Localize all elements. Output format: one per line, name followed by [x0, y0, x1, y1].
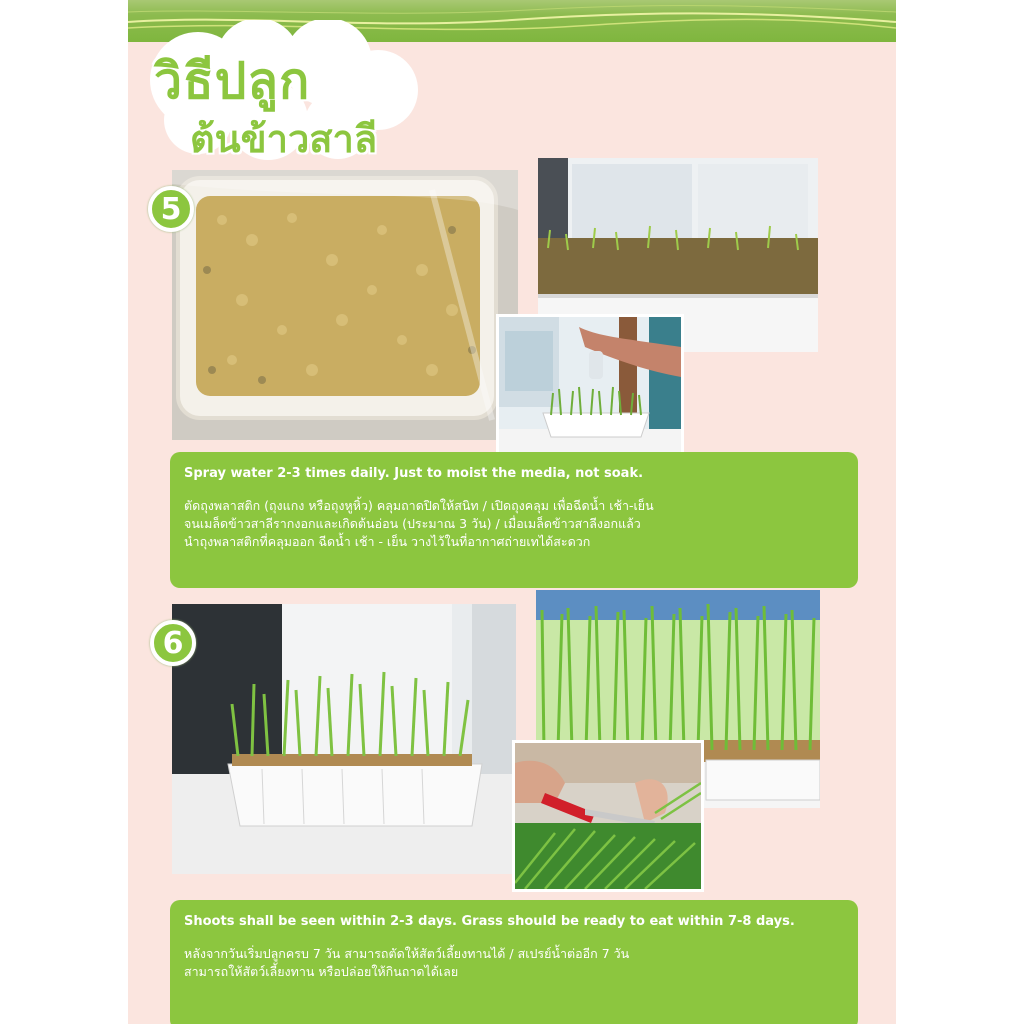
step-6-thai-line-1: หลังจากวันเริ่มปลูกครบ 7 วัน สามารถตัดให้สัตว์เลี้ยงทานได้ / สเปรย์น้ำต่ออีก 7 วัน [184, 946, 630, 961]
instruction-page [128, 0, 896, 1024]
step-5-badge: 5 [148, 186, 194, 232]
step-5-thai-line-2: จนเมล็ดข้าวสาลีรากงอกและเกิดต้นอ่อน (ประมาณ 3 วัน) / เมื่อเมล็ดข้าวสาลีงอกแล้ว [184, 516, 641, 531]
step-6-english-text: Shoots shall be seen within 2-3 days. Grass should be ready to eat within 7-8 days. [184, 914, 795, 929]
step-5-instructions [170, 452, 858, 588]
step-6-badge: 6 [150, 620, 196, 666]
grown-grass-tray-photo [172, 604, 516, 874]
cutting-grass-photo [512, 740, 704, 892]
spraying-tray-photo [496, 314, 684, 464]
step-6-instructions [170, 900, 858, 1024]
covered-tray-photo [172, 170, 518, 440]
step-5-thai-line-3: นำถุงพลาสติกที่คลุมออก ฉีดน้ำ เช้า - เย็น วางไว้ในที่อากาศถ่ายเทได้สะดวก [184, 534, 591, 549]
step-5-english-text: Spray water 2-3 times daily. Just to moist the media, not soak. [184, 466, 644, 481]
page-title-line1: วิธีปลูก [154, 52, 311, 110]
page-title-line2: ต้นข้าวสาลี [190, 117, 378, 161]
step-5-thai-line-1: ตัดถุงพลาสติก (ถุงแกง หรือถุงหูหิ้ว) คลุมถาดปิดให้สนิท / เปิดถุงคลุม เพื่อฉีดน้ำ เช้า-เย็น [184, 498, 654, 513]
step-6-thai-line-2: สามารถให้สัตว์เลี้ยงทาน หรือปล่อยให้กินถาดได้เลย [184, 964, 459, 979]
